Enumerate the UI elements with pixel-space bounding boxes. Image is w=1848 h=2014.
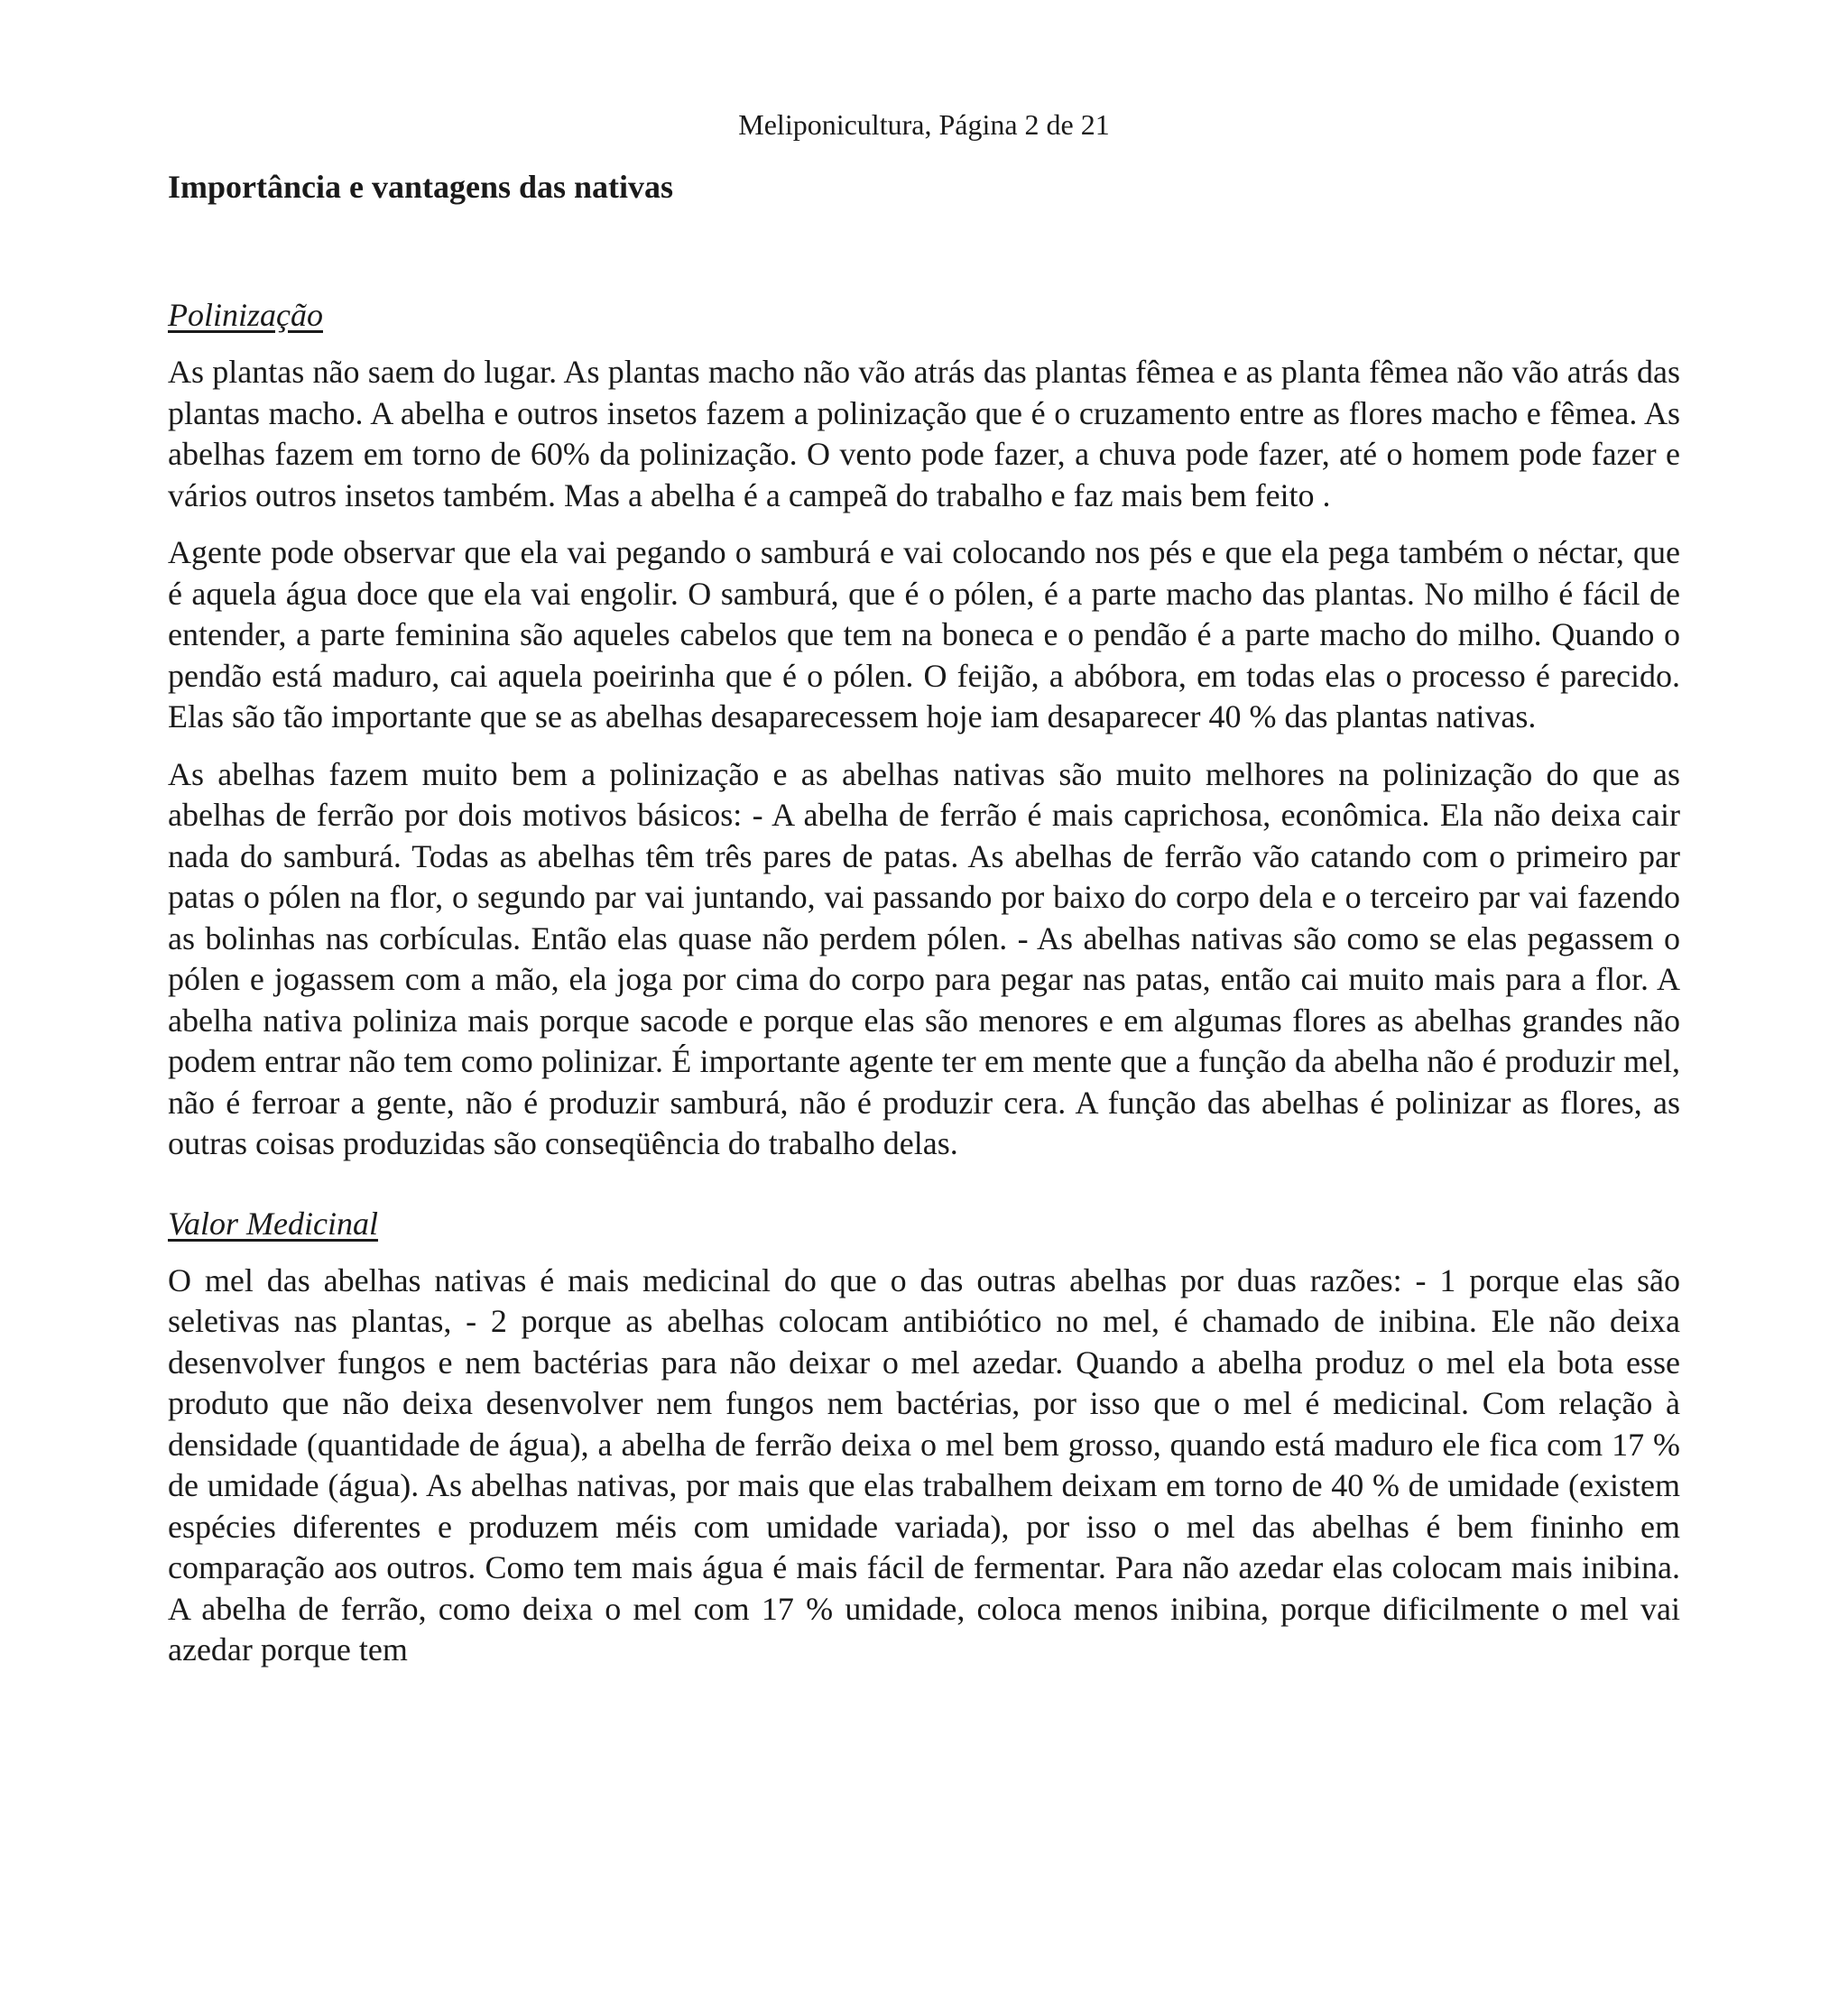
section-valor-medicinal [168,1203,1680,1671]
running-header: Meliponicultura, Página 2 de 21 [738,108,1110,141]
document-body [168,166,1680,1709]
paragraph: As plantas não saem do lugar. As plantas macho não vão atrás das plantas fêmea e as planta fêmea não vão atrás das plantas macho. A abelha e outros insetos fazem a polinização que é o cruzamento entre as flores macho e fêmea. As abelhas fazem em torno de 60% da polinização. O vento pode fazer, a chuva pode fazer, até o homem pode fazer e vários outros insetos também. Mas a abelha é a campeã do trabalho e faz mais bem feito . [168,354,1680,513]
section-heading: Valor Medicinal [168,1205,378,1242]
section-heading: Polinização [168,297,323,333]
document-title: Importância e vantagens das nativas [168,169,674,205]
paragraph: O mel das abelhas nativas é mais medicinal do que o das outras abelhas por duas razões: - 1 porque elas são seletivas nas plantas, - 2 porque as abelhas colocam antibiótico no mel, é chamado de inibina. Ele não deixa desenvolver fungos e nem bactérias para não deixar o mel azedar. Quando a abelha produz o mel ela bota esse produto que não deixa desenvolver nem fungos nem bactérias, por isso que o mel é medicinal. Com relação à densidade (quantidade de água), a abelha de ferrão deixa o mel bem grosso, quando está maduro ele fica com 17 % de umidade (água). As abelhas nativas, por mais que elas trabalhem deixam em torno de 40 % de umidade (existem espécies diferentes e produzem méis com umidade variada), por isso o mel das abelhas é bem fininho em comparação aos outros. Como tem mais água é mais fácil de fermentar. Para não azedar elas colocam mais inibina. A abelha de ferrão, como deixa o mel com 17 % umidade, coloca menos inibina, porque dificilmente o mel vai azedar porque tem [168,1261,1680,1668]
section-polinizacao [168,294,1680,1165]
paragraph: As abelhas fazem muito bem a polinização e as abelhas nativas são muito melhores na polinização do que as abelhas de ferrão por dois motivos básicos: - A abelha de ferrão é mais caprichosa, econômica. Ela não deixa cair nada do samburá. Todas as abelhas têm três pares de patas. As abelhas de ferrão vão catando com o primeiro par patas o pólen na flor, o segundo par vai juntando, vai passando por baixo do corpo dela e o terceiro par vai fazendo as bolinhas nas corbículas. Então elas quase não perdem pólen. - As abelhas nativas são como se elas pegassem o pólen e jogassem com a mão, ela joga por cima do corpo para pegar nas patas, então cai muito mais para a flor. A abelha nativa poliniza mais porque sacode e porque elas são menores e em algumas flores as abelhas grandes não podem entrar não tem como polinizar. É importante agente ter em mente que a função da abelha não é produzir mel, não é ferroar a gente, não é produzir samburá, não é produzir cera. A função das abelhas é polinizar as flores, as outras coisas produzidas são conseqüência do trabalho delas. [168,755,1680,1161]
paragraph: Agente pode observar que ela vai pegando o samburá e vai colocando nos pés e que ela pega também o néctar, que é aquela água doce que ela vai engolir. O samburá, que é o pólen, é a parte macho das plantas. No milho é fácil de entender, a parte feminina são aqueles cabelos que tem na boneca e o pendão é a parte macho do milho. Quando o pendão está maduro, cai aquela poeirinha que é o pólen. O feijão, a abóbora, em todas elas o processo é parecido. Elas são tão importante que se as abelhas desaparecessem hoje iam desaparecer 40 % das plantas nativas. [168,534,1680,734]
